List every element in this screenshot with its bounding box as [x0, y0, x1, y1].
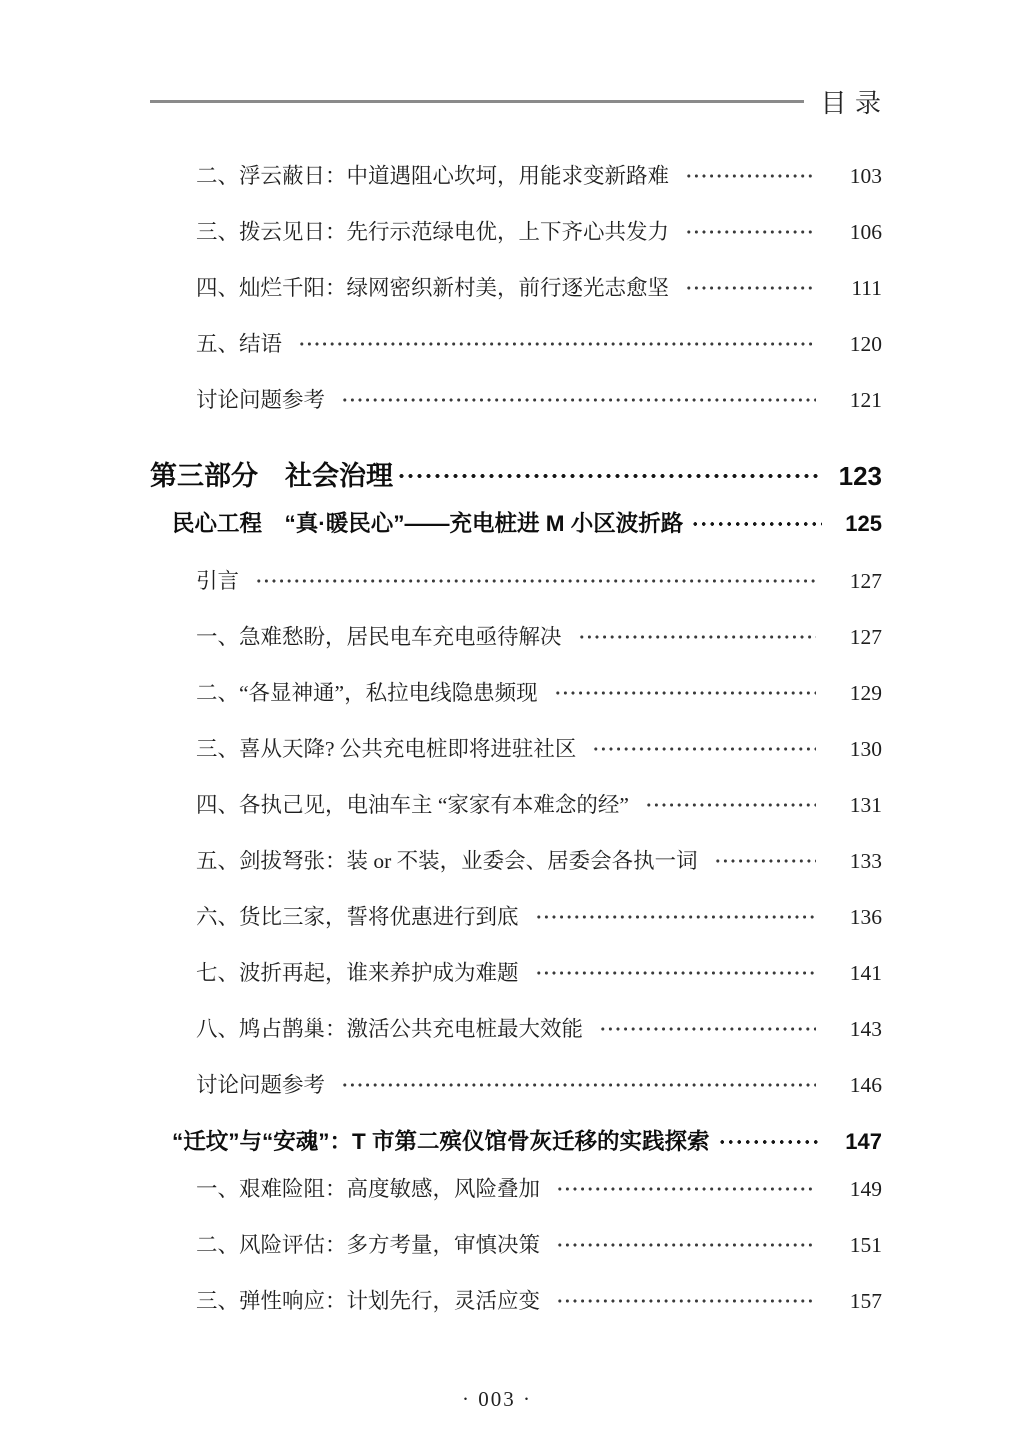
dot-leader [556, 1296, 816, 1306]
toc-entry-text: 第三部分 社会治理 [150, 461, 393, 491]
toc-entry-page: 123 [838, 461, 882, 491]
dot-leader [685, 171, 816, 181]
toc-entry [150, 902, 882, 932]
toc-entry-page: 129 [849, 681, 882, 705]
toc-entry [150, 734, 882, 764]
dot-leader [685, 227, 816, 237]
dot-leader [691, 519, 822, 529]
toc-entry-text: 四、灿烂千阳：绿网密织新村美，前行逐光志愈坚 [196, 276, 670, 300]
toc-entry-text: 一、艰难险阻：高度敏感，风险叠加 [196, 1177, 541, 1201]
page-header [150, 85, 882, 117]
toc-entry-text: 四、各执己见，电油车主 “家家有本难念的经” [196, 793, 629, 817]
toc-entry [150, 1070, 882, 1100]
table-of-contents [150, 161, 882, 1316]
dot-leader [556, 1184, 816, 1194]
toc-entry [150, 273, 882, 303]
dot-leader [397, 471, 822, 481]
toc-entry-page: 103 [849, 164, 882, 188]
dot-leader [714, 856, 816, 866]
page-header-title: 目 录 [820, 88, 882, 118]
dot-leader [592, 744, 816, 754]
toc-entry-page: 130 [849, 737, 882, 761]
toc-entry-page: 147 [845, 1129, 882, 1154]
toc-entry-text: 三、喜从天降? 公共充电桩即将进驻社区 [196, 737, 577, 761]
toc-entry [150, 622, 882, 652]
toc-case-heading [150, 508, 882, 540]
toc-entry [150, 958, 882, 988]
dot-leader [578, 632, 816, 642]
toc-entry-text: 三、弹性响应：计划先行，灵活应变 [196, 1289, 541, 1313]
toc-entry [150, 846, 882, 876]
toc-case-heading [150, 1126, 882, 1158]
dot-leader [341, 1080, 816, 1090]
toc-entry-page: 111 [851, 276, 882, 300]
toc-entry-page: 136 [849, 905, 882, 929]
toc-entry [150, 1174, 882, 1204]
toc-entry-text: 五、结语 [196, 332, 283, 356]
toc-entry-page: 141 [849, 961, 882, 985]
toc-entry-page: 127 [849, 625, 882, 649]
dot-leader [718, 1137, 823, 1147]
toc-entry-text: 二、“各显神通”，私拉电线隐患频现 [196, 681, 538, 705]
toc-entry [150, 161, 882, 191]
toc-entry [150, 678, 882, 708]
dot-leader [599, 1024, 816, 1034]
dot-leader [535, 912, 816, 922]
toc-entry-text: 七、波折再起，谁来养护成为难题 [196, 961, 519, 985]
dot-leader [554, 688, 816, 698]
toc-entry-text: “迁坟”与“安魂”：T 市第二殡仪馆骨灰迁移的实践探索 [172, 1129, 710, 1154]
toc-entry-page: 131 [849, 793, 882, 817]
footer-page-number: · 003 · [462, 1387, 532, 1411]
dot-leader [645, 800, 816, 810]
toc-entry-text: 八、鸠占鹊巢：激活公共充电桩最大效能 [196, 1017, 584, 1041]
toc-entry-page: 157 [849, 1289, 882, 1313]
toc-entry-page: 143 [849, 1017, 882, 1041]
toc-entry-text: 引言 [196, 569, 240, 593]
toc-entry-page: 149 [849, 1177, 882, 1201]
toc-entry [150, 566, 882, 596]
toc-entry-page: 121 [849, 388, 882, 412]
toc-entry [150, 790, 882, 820]
toc-entry-text: 一、急难愁盼，居民电车充电亟待解决 [196, 625, 562, 649]
toc-entry-page: 125 [845, 511, 882, 536]
header-rule [150, 100, 804, 103]
dot-leader [556, 1240, 816, 1250]
toc-entry-text: 民心工程 “真·暖民心”——充电桩进 M 小区波折路 [172, 511, 684, 536]
toc-entry-text: 三、拨云见日：先行示范绿电优，上下齐心共发力 [196, 220, 670, 244]
toc-entry-text: 二、风险评估：多方考量，审慎决策 [196, 1233, 541, 1257]
page-content [150, 85, 882, 1342]
toc-entry-text: 六、货比三家，誓将优惠进行到底 [196, 905, 519, 929]
dot-leader [341, 395, 816, 405]
dot-leader [685, 283, 816, 293]
toc-entry-page: 133 [849, 849, 882, 873]
toc-entry [150, 385, 882, 415]
toc-entry-page: 127 [849, 569, 882, 593]
toc-entry-page: 151 [849, 1233, 882, 1257]
toc-entry-page: 120 [849, 332, 882, 356]
toc-entry-text: 讨论问题参考 [196, 1073, 326, 1097]
toc-entry [150, 1286, 882, 1316]
toc-entry [150, 217, 882, 247]
dot-leader [535, 968, 816, 978]
toc-entry-text: 五、剑拔弩张：装 or 不装，业委会、居委会各执一词 [196, 849, 698, 873]
dot-leader [255, 576, 816, 586]
toc-entry-page: 146 [849, 1073, 882, 1097]
toc-entry-text: 讨论问题参考 [196, 388, 326, 412]
toc-entry-text: 二、浮云蔽日：中道遇阻心坎坷，用能求变新路难 [196, 164, 670, 188]
toc-entry-page: 106 [849, 220, 882, 244]
toc-entry [150, 1230, 882, 1260]
toc-entry [150, 1014, 882, 1044]
dot-leader [298, 339, 816, 349]
toc-part-heading [150, 458, 882, 494]
toc-entry [150, 329, 882, 359]
